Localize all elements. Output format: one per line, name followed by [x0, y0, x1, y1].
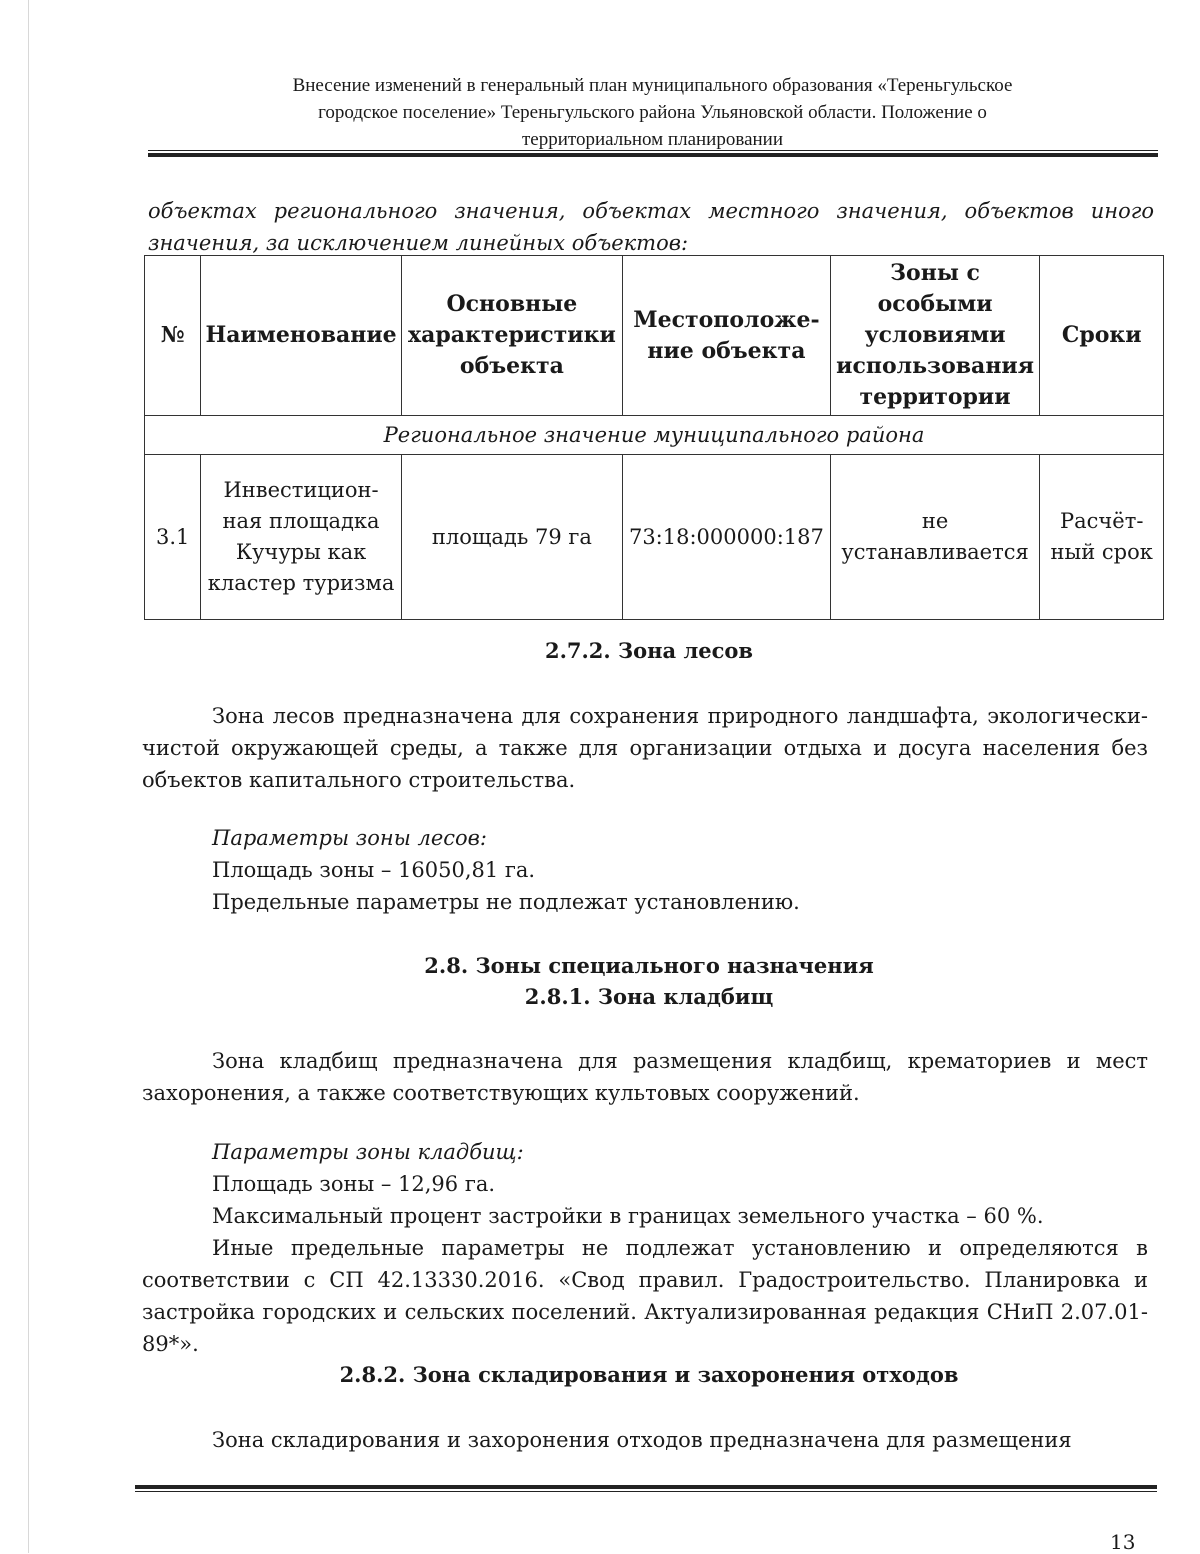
- paragraph-cemetery-other: Иные предельные параметры не подлежат установлению и определяются в соответствии с СП 42.13330.2016. «Свод правил. Градостроительство. Планировка и застройка городских и сельских поселений. Актуализированная редакция СНиП 2.07.01-89*».: [142, 1236, 1148, 1356]
- header-line-1: Внесение изменений в генеральный план муниципального образования «Тереньгульское: [292, 75, 1013, 96]
- header-rule: [148, 150, 1158, 157]
- cell-name: Инвестицион-ная площадка Кучуры как кластер туризма: [201, 455, 401, 620]
- col-name: Наименование: [201, 256, 401, 416]
- heading-2-8-2: 2.8.2. Зона складирования и захоронения отходов: [339, 1362, 959, 1387]
- col-location: Местоположе-ние объекта: [623, 256, 831, 416]
- scan-edge: [28, 0, 29, 1553]
- table-header-row: [145, 256, 1164, 416]
- cell-zones: не устанавливается: [830, 455, 1040, 620]
- forest-params-title: Параметры зоны лесов:: [212, 826, 487, 850]
- header-line-2: городское поселение» Тереньгульского района Ульяновской области. Положение о: [318, 102, 987, 123]
- forest-limits: Предельные параметры не подлежат установлению.: [212, 890, 800, 914]
- heading-2-8-1: 2.8.1. Зона кладбищ: [524, 984, 774, 1009]
- col-zones: Зоны с особыми условиями использования территории: [830, 256, 1040, 416]
- footer-rule: [135, 1483, 1157, 1492]
- cell-location: 73:18:000000:187: [623, 455, 831, 620]
- section-title: Региональное значение муниципального района: [145, 416, 1164, 455]
- paragraph-forest-zone: Зона лесов предназначена для сохранения природного ландшафта, экологически-чистой окружающей среды, а также для организации отдыха и досуга населения без объектов капитального строительства.: [142, 704, 1148, 792]
- heading-2-8: 2.8. Зоны специального назначения: [424, 953, 874, 978]
- cemetery-max-percent: Максимальный процент застройки в границах земельного участка – 60 %.: [212, 1204, 1044, 1228]
- page-number: 13: [1110, 1530, 1136, 1554]
- table-intro-text: объектах регионального значения, объектах местного значения, объектов иного значения, за исключением линейных объектов:: [148, 199, 1154, 255]
- table-section-row: [145, 416, 1164, 455]
- forest-area: Площадь зоны – 16050,81 га.: [212, 858, 536, 882]
- cell-term: Расчёт-ный срок: [1040, 455, 1164, 620]
- document-header: [150, 72, 1155, 153]
- header-line-3: территориальном планировании: [521, 129, 784, 150]
- paragraph-waste-zone: Зона складирования и захоронения отходов предназначена для размещения: [212, 1428, 1072, 1452]
- cell-number: 3.1: [145, 455, 201, 620]
- cemetery-area: Площадь зоны – 12,96 га.: [212, 1172, 496, 1196]
- col-term: Сроки: [1040, 256, 1164, 416]
- cell-characteristics: площадь 79 га: [401, 455, 622, 620]
- objects-table: [144, 255, 1164, 620]
- heading-2-7-2: 2.7.2. Зона лесов: [544, 638, 754, 663]
- col-characteristics: Основные характеристики объекта: [401, 256, 622, 416]
- col-number: №: [145, 256, 201, 416]
- paragraph-cemetery-zone: Зона кладбищ предназначена для размещения кладбищ, крематориев и мест захоронения, а также соответствующих культовых сооружений.: [142, 1049, 1148, 1105]
- cemetery-params-title: Параметры зоны кладбищ:: [212, 1140, 524, 1164]
- table-row: [145, 455, 1164, 620]
